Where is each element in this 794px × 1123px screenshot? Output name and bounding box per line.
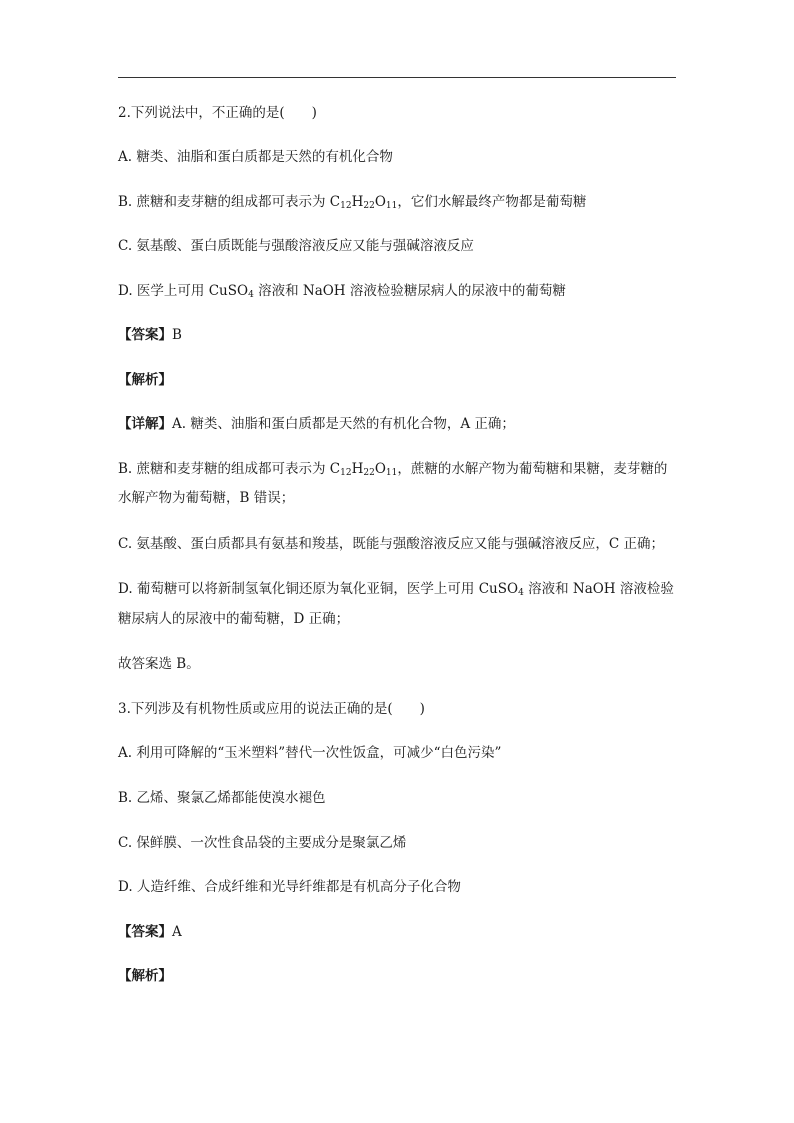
- q2-detail-b-line2: 水解产物为葡萄糖，B 错误；: [118, 490, 295, 506]
- q2-conclusion: 故答案选 B。: [118, 656, 200, 672]
- q2-analysis-tag: 【解析】: [118, 372, 172, 388]
- q2-option-c: C. 氨基酸、蛋白质既能与强酸溶液反应又能与强碱溶液反应: [118, 238, 474, 254]
- answer-tag: 【答案】: [118, 924, 172, 940]
- q3-stem: 3.下列涉及有机物性质或应用的说法正确的是( ): [118, 701, 425, 717]
- q2-answer: 【答案】B: [118, 327, 182, 343]
- q3-answer: 【答案】A: [118, 924, 182, 940]
- q3-option-c: C. 保鲜膜、一次性食品袋的主要成分是聚氯乙烯: [118, 835, 407, 851]
- detail-tag: 【详解】: [118, 416, 172, 432]
- q3-analysis-tag: 【解析】: [118, 968, 172, 984]
- q2-detail-a: 【详解】A. 糖类、油脂和蛋白质都是天然的有机化合物，A 正确；: [118, 416, 515, 432]
- q2-detail-c: C. 氨基酸、蛋白质都具有氨基和羧基，既能与强酸溶液反应又能与强碱溶液反应，C 正确；: [118, 536, 665, 552]
- q2-option-d: D. 医学上可用 CuSO$_4$ 溶液和 NaOH 溶液检验糖尿病人的尿液中的葡萄糖: [118, 283, 566, 300]
- q3-option-b: B. 乙烯、聚氯乙烯都能使溴水褪色: [118, 790, 326, 806]
- q2-stem: 2.下列说法中，不正确的是( ): [118, 105, 317, 121]
- q2-detail-d-line2: 糖尿病人的尿液中的葡萄糖，D 正确；: [118, 611, 350, 627]
- q2-detail-b-line1: B. 蔗糖和麦芽糖的组成都可表示为 $C_{12}H_{22}O_{11}$，蔗糖的水解产物为葡萄糖和果糖，麦芽糖的: [118, 461, 668, 478]
- answer-tag: 【答案】: [118, 327, 172, 343]
- q3-option-a: A. 利用可降解的“玉米塑料”替代一次性饭盒，可减少“白色污染”: [118, 745, 502, 761]
- q2-option-b: B. 蔗糖和麦芽糖的组成都可表示为 $C_{12}H_{22}O_{11}$，它们水解最终产物都是葡萄糖: [118, 194, 587, 211]
- q2-option-a: A. 糖类、油脂和蛋白质都是天然的有机化合物: [118, 149, 393, 165]
- q2-detail-d-line1: D. 葡萄糖可以将新制氢氧化铜还原为氧化亚铜，医学上可用 CuSO$_4$ 溶液和 NaOH 溶液检验: [118, 581, 674, 598]
- q3-option-d: D. 人造纤维、合成纤维和光导纤维都是有机高分子化合物: [118, 879, 461, 895]
- header-rule: [118, 77, 676, 78]
